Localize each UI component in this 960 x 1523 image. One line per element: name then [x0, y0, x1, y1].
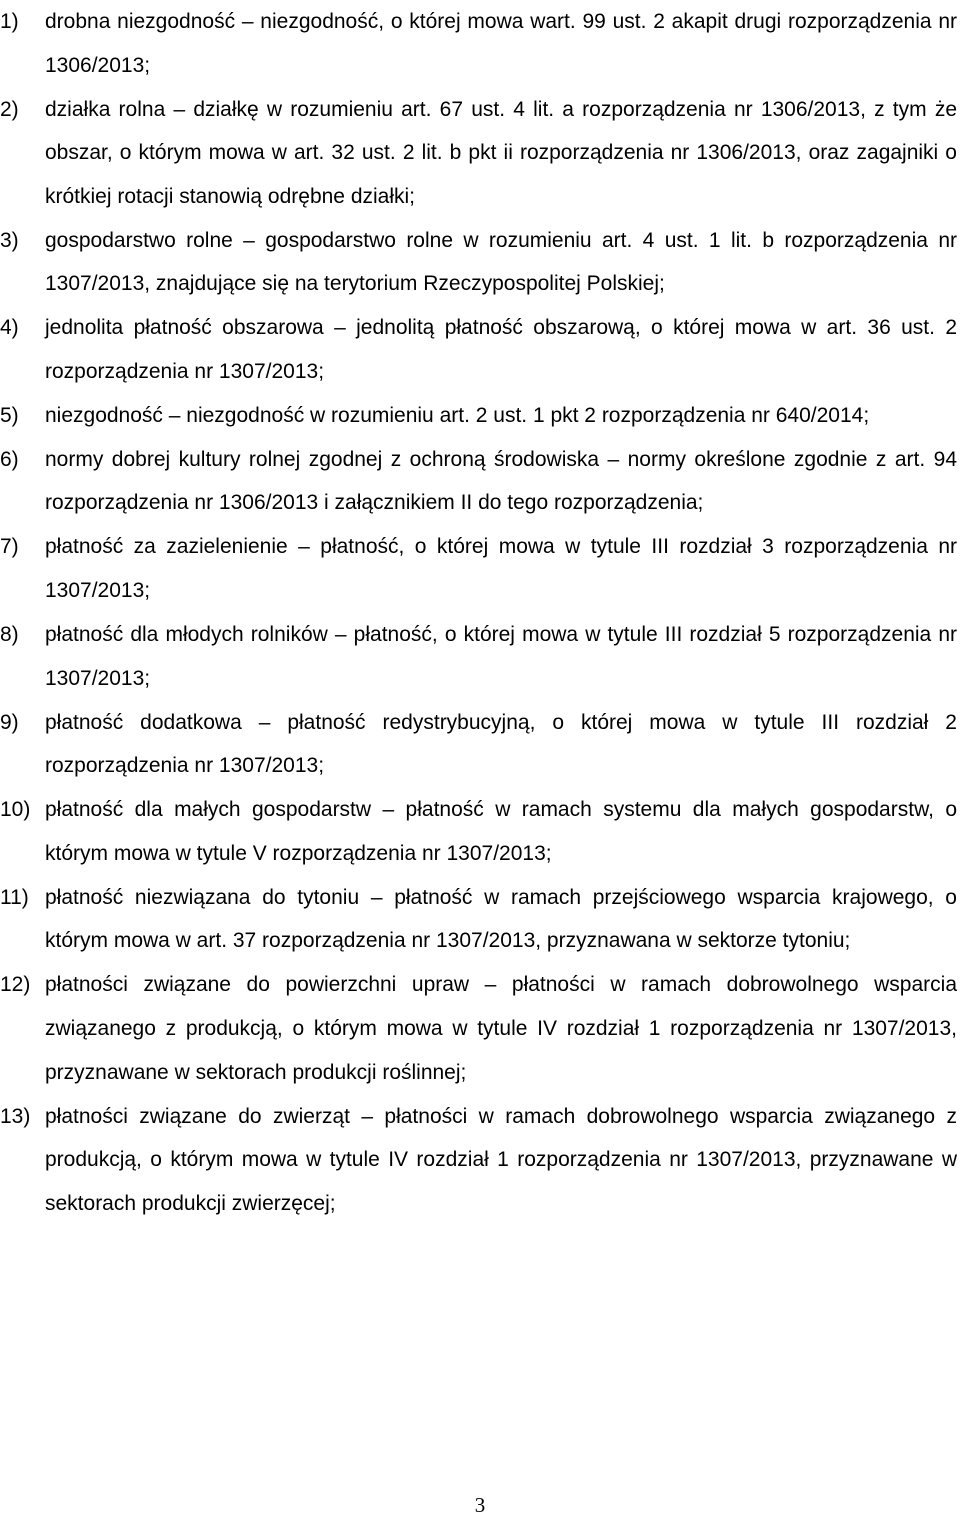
item-number: 8) — [0, 623, 19, 647]
item-number: 7) — [0, 535, 19, 559]
item-text: gospodarstwo rolne – gospodarstwo rolne w rozumieniu art. 4 ust. 1 lit. b rozporządzenia nr 1307/2013, znajdujące się na terytorium Rzeczypospolitej Polskiej; — [45, 228, 957, 296]
item-number: 2) — [0, 97, 19, 121]
definition-item — [0, 394, 957, 438]
definition-item — [0, 963, 957, 1094]
item-number: 6) — [0, 447, 19, 471]
item-number: 10) — [0, 798, 31, 822]
item-number: 4) — [0, 316, 19, 340]
item-text: płatność za zazielenienie – płatność, o której mowa w tytule III rozdział 3 rozporządzenia nr 1307/2013; — [45, 535, 957, 603]
item-text: płatność dla młodych rolników – płatność, o której mowa w tytule III rozdział 5 rozporządzenia nr 1307/2013; — [45, 623, 957, 690]
item-number: 9) — [0, 710, 19, 734]
definition-item — [0, 613, 957, 700]
item-text: płatność niezwiązana do tytoniu – płatność w ramach przejściowego wsparcia krajowego, o którym mowa w art. 37 rozporządzenia nr 1307/2013, przyznawana w sektorze tytoniu; — [45, 885, 957, 953]
item-number: 1) — [0, 10, 19, 33]
item-number: 11) — [0, 885, 29, 909]
item-text: normy dobrej kultury rolnej zgodnej z ochroną środowiska – normy określone zgodnie z art. 94 rozporządzenia nr 1306/2013 i załącznikiem II do tego rozporządzenia; — [45, 447, 957, 515]
definition-item — [0, 876, 957, 963]
item-text: płatność dla małych gospodarstw – płatność w ramach systemu dla małych gospodarstw, o którym mowa w tytule V rozporządzenia nr 1307/2013; — [45, 798, 957, 865]
item-number: 5) — [0, 403, 19, 427]
item-text: drobna niezgodność – niezgodność, o której mowa wart. 99 ust. 2 akapit drugi rozporządzenia nr 1306/2013; — [45, 10, 957, 77]
item-text: płatności związane do zwierząt – płatności w ramach dobrowolnego wsparcia związanego z produkcją, o którym mowa w tytule IV rozdział 1 rozporządzenia nr 1307/2013, przyznawane w sektorach produkcji zwierzęcej; — [45, 1104, 957, 1215]
page-number: 3 — [474, 1493, 486, 1517]
item-text: płatności związane do powierzchni upraw – płatności w ramach dobrowolnego wsparcia związanego z produkcją, o którym mowa w tytule IV rozdział 1 rozporządzenia nr 1307/2013, przyznawane w sektorach produkcji roślinnej; — [45, 973, 957, 1084]
item-number: 3) — [0, 228, 19, 252]
definition-item — [0, 438, 957, 525]
definition-item — [0, 525, 957, 612]
item-text: jednolita płatność obszarowa – jednolitą płatność obszarową, o której mowa w art. 36 ust. 2 rozporządzenia nr 1307/2013; — [45, 316, 957, 383]
item-number: 13) — [0, 1104, 31, 1128]
definition-item — [0, 788, 957, 875]
item-number: 12) — [0, 973, 31, 997]
definition-item — [0, 219, 957, 306]
definition-item — [0, 1095, 957, 1226]
definition-item — [0, 701, 957, 788]
item-text: płatność dodatkowa – płatność redystrybucyjną, o której mowa w tytule III rozdział 2 rozporządzenia nr 1307/2013; — [45, 710, 957, 778]
definition-item — [0, 0, 957, 87]
item-text: działka rolna – działkę w rozumieniu art. 67 ust. 4 lit. a rozporządzenia nr 1306/2013, z tym że obszar, o którym mowa w art. 32 ust. 2 lit. b pkt ii rozporządzenia nr 1306/2013, oraz zagajniki o krótkiej rotacji stanowią odrębne działki; — [45, 97, 957, 208]
item-text: niezgodność – niezgodność w rozumieniu art. 2 ust. 1 pkt 2 rozporządzenia nr 640/2014; — [45, 403, 870, 427]
definition-item — [0, 306, 957, 393]
definition-item — [0, 88, 957, 219]
